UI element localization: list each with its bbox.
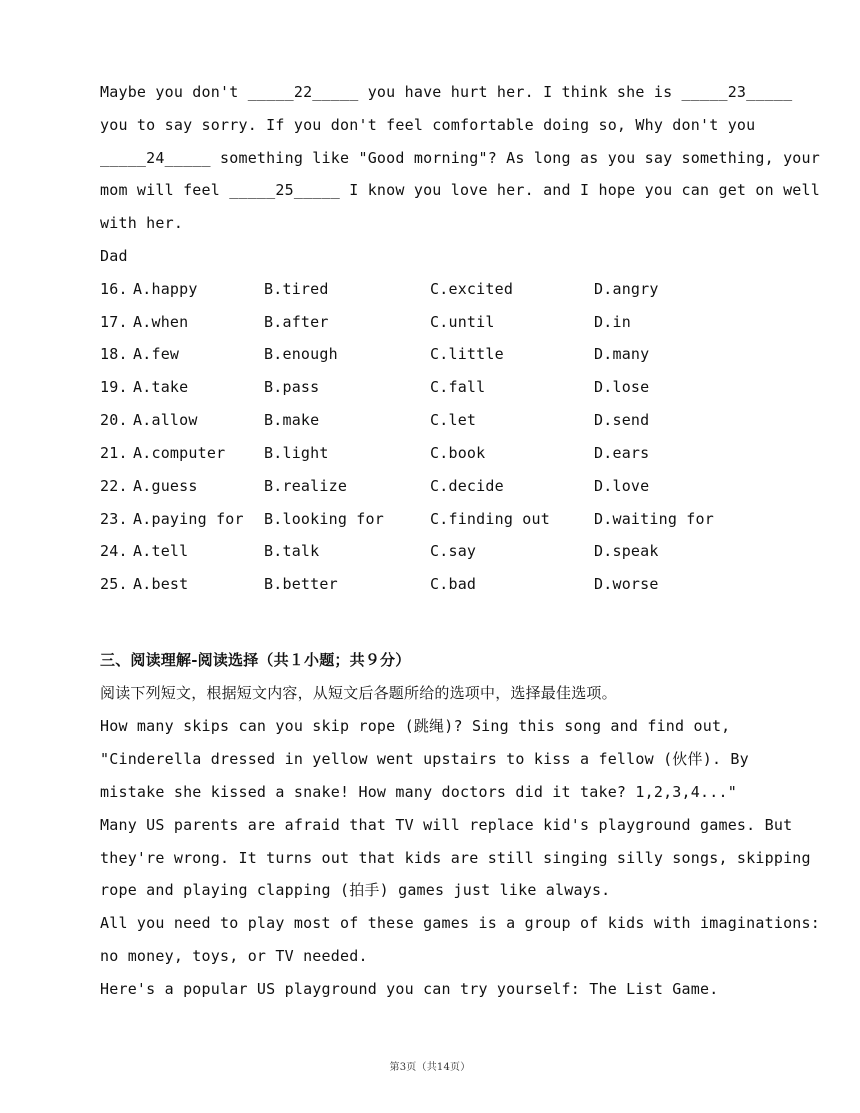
option-b: B.pass <box>264 378 320 396</box>
signature-dad: Dad <box>100 247 128 265</box>
option-d: D.angry <box>594 280 659 298</box>
section-heading: 三、阅读理解-阅读选择（共１小题；共９分） <box>100 651 411 669</box>
reading-line-9: Here's a popular US playground you can try yourself: The List Game. <box>100 980 719 998</box>
option-d: D.love <box>594 477 650 495</box>
question-number: 21. <box>100 444 128 462</box>
passage-line-3: _____24_____ something like "Good morning"? As long as you say something, your <box>100 149 820 167</box>
reading-line-2: "Cinderella dressed in yellow went upstairs to kiss a fellow (伙伴). By <box>100 750 749 768</box>
option-d: D.many <box>594 345 650 363</box>
question-number: 23. <box>100 510 128 528</box>
reading-line-7: All you need to play most of these games is a group of kids with imaginations: <box>100 914 820 932</box>
option-d: D.waiting for <box>594 510 714 528</box>
option-c: C.excited <box>430 280 514 298</box>
question-number: 20. <box>100 411 128 429</box>
option-d: D.speak <box>594 542 659 560</box>
question-24 <box>100 541 800 561</box>
question-number: 16. <box>100 280 128 298</box>
option-c: C.finding out <box>430 510 550 528</box>
reading-line-1: How many skips can you skip rope (跳绳)? Sing this song and find out, <box>100 717 731 735</box>
option-b: B.looking for <box>264 510 384 528</box>
reading-line-3: mistake she kissed a snake! How many doctors did it take? 1,2,3,4..." <box>100 783 737 801</box>
question-22 <box>100 476 800 496</box>
option-c: C.until <box>430 313 495 331</box>
option-b: B.realize <box>264 477 348 495</box>
option-b: B.better <box>264 575 338 593</box>
reading-line-4: Many US parents are afraid that TV will replace kid's playground games. But <box>100 816 793 834</box>
question-19 <box>100 377 800 397</box>
option-c: C.fall <box>430 378 486 396</box>
option-c: C.say <box>430 542 477 560</box>
option-c: C.little <box>430 345 504 363</box>
passage-line-1: Maybe you don't _____22_____ you have hurt her. I think she is _____23_____ <box>100 83 793 101</box>
option-a: A.guess <box>133 477 198 495</box>
question-21 <box>100 443 800 463</box>
option-d: D.in <box>594 313 631 331</box>
question-number: 18. <box>100 345 128 363</box>
question-20 <box>100 410 800 430</box>
option-a: A.paying for <box>133 510 244 528</box>
passage-line-4: mom will feel _____25_____ I know you love her. and I hope you can get on well <box>100 181 820 199</box>
question-23 <box>100 509 800 529</box>
question-number: 22. <box>100 477 128 495</box>
option-a: A.happy <box>133 280 198 298</box>
option-b: B.after <box>264 313 329 331</box>
question-25 <box>100 574 800 594</box>
option-a: A.few <box>133 345 180 363</box>
option-a: A.take <box>133 378 189 396</box>
passage-line-5: with her. <box>100 214 184 232</box>
option-b: B.tired <box>264 280 329 298</box>
option-a: A.allow <box>133 411 198 429</box>
option-d: D.worse <box>594 575 659 593</box>
question-number: 17. <box>100 313 128 331</box>
reading-line-5: they're wrong. It turns out that kids are still singing silly songs, skipping <box>100 849 811 867</box>
option-c: C.let <box>430 411 477 429</box>
option-c: C.book <box>430 444 486 462</box>
reading-line-6: rope and playing clapping (拍手) games just like always. <box>100 881 611 899</box>
option-b: B.light <box>264 444 329 462</box>
option-b: B.enough <box>264 345 338 363</box>
option-a: A.best <box>133 575 189 593</box>
question-number: 24. <box>100 542 128 560</box>
instruction-text: 阅读下列短文，根据短文内容，从短文后各题所给的选项中，选择最佳选项。 <box>100 684 617 702</box>
page-footer: 第3页（共14页） <box>389 1062 471 1073</box>
option-a: A.tell <box>133 542 189 560</box>
question-16 <box>100 279 800 299</box>
question-18 <box>100 344 800 364</box>
option-a: A.computer <box>133 444 226 462</box>
option-b: B.talk <box>264 542 320 560</box>
question-number: 19. <box>100 378 128 396</box>
option-d: D.send <box>594 411 650 429</box>
option-d: D.lose <box>594 378 650 396</box>
question-17 <box>100 312 800 332</box>
option-c: C.decide <box>430 477 504 495</box>
question-number: 25. <box>100 575 128 593</box>
option-d: D.ears <box>594 444 650 462</box>
option-a: A.when <box>133 313 189 331</box>
option-c: C.bad <box>430 575 477 593</box>
reading-line-8: no money, toys, or TV needed. <box>100 947 368 965</box>
passage-line-2: you to say sorry. If you don't feel comfortable doing so, Why don't you <box>100 116 756 134</box>
option-b: B.make <box>264 411 320 429</box>
